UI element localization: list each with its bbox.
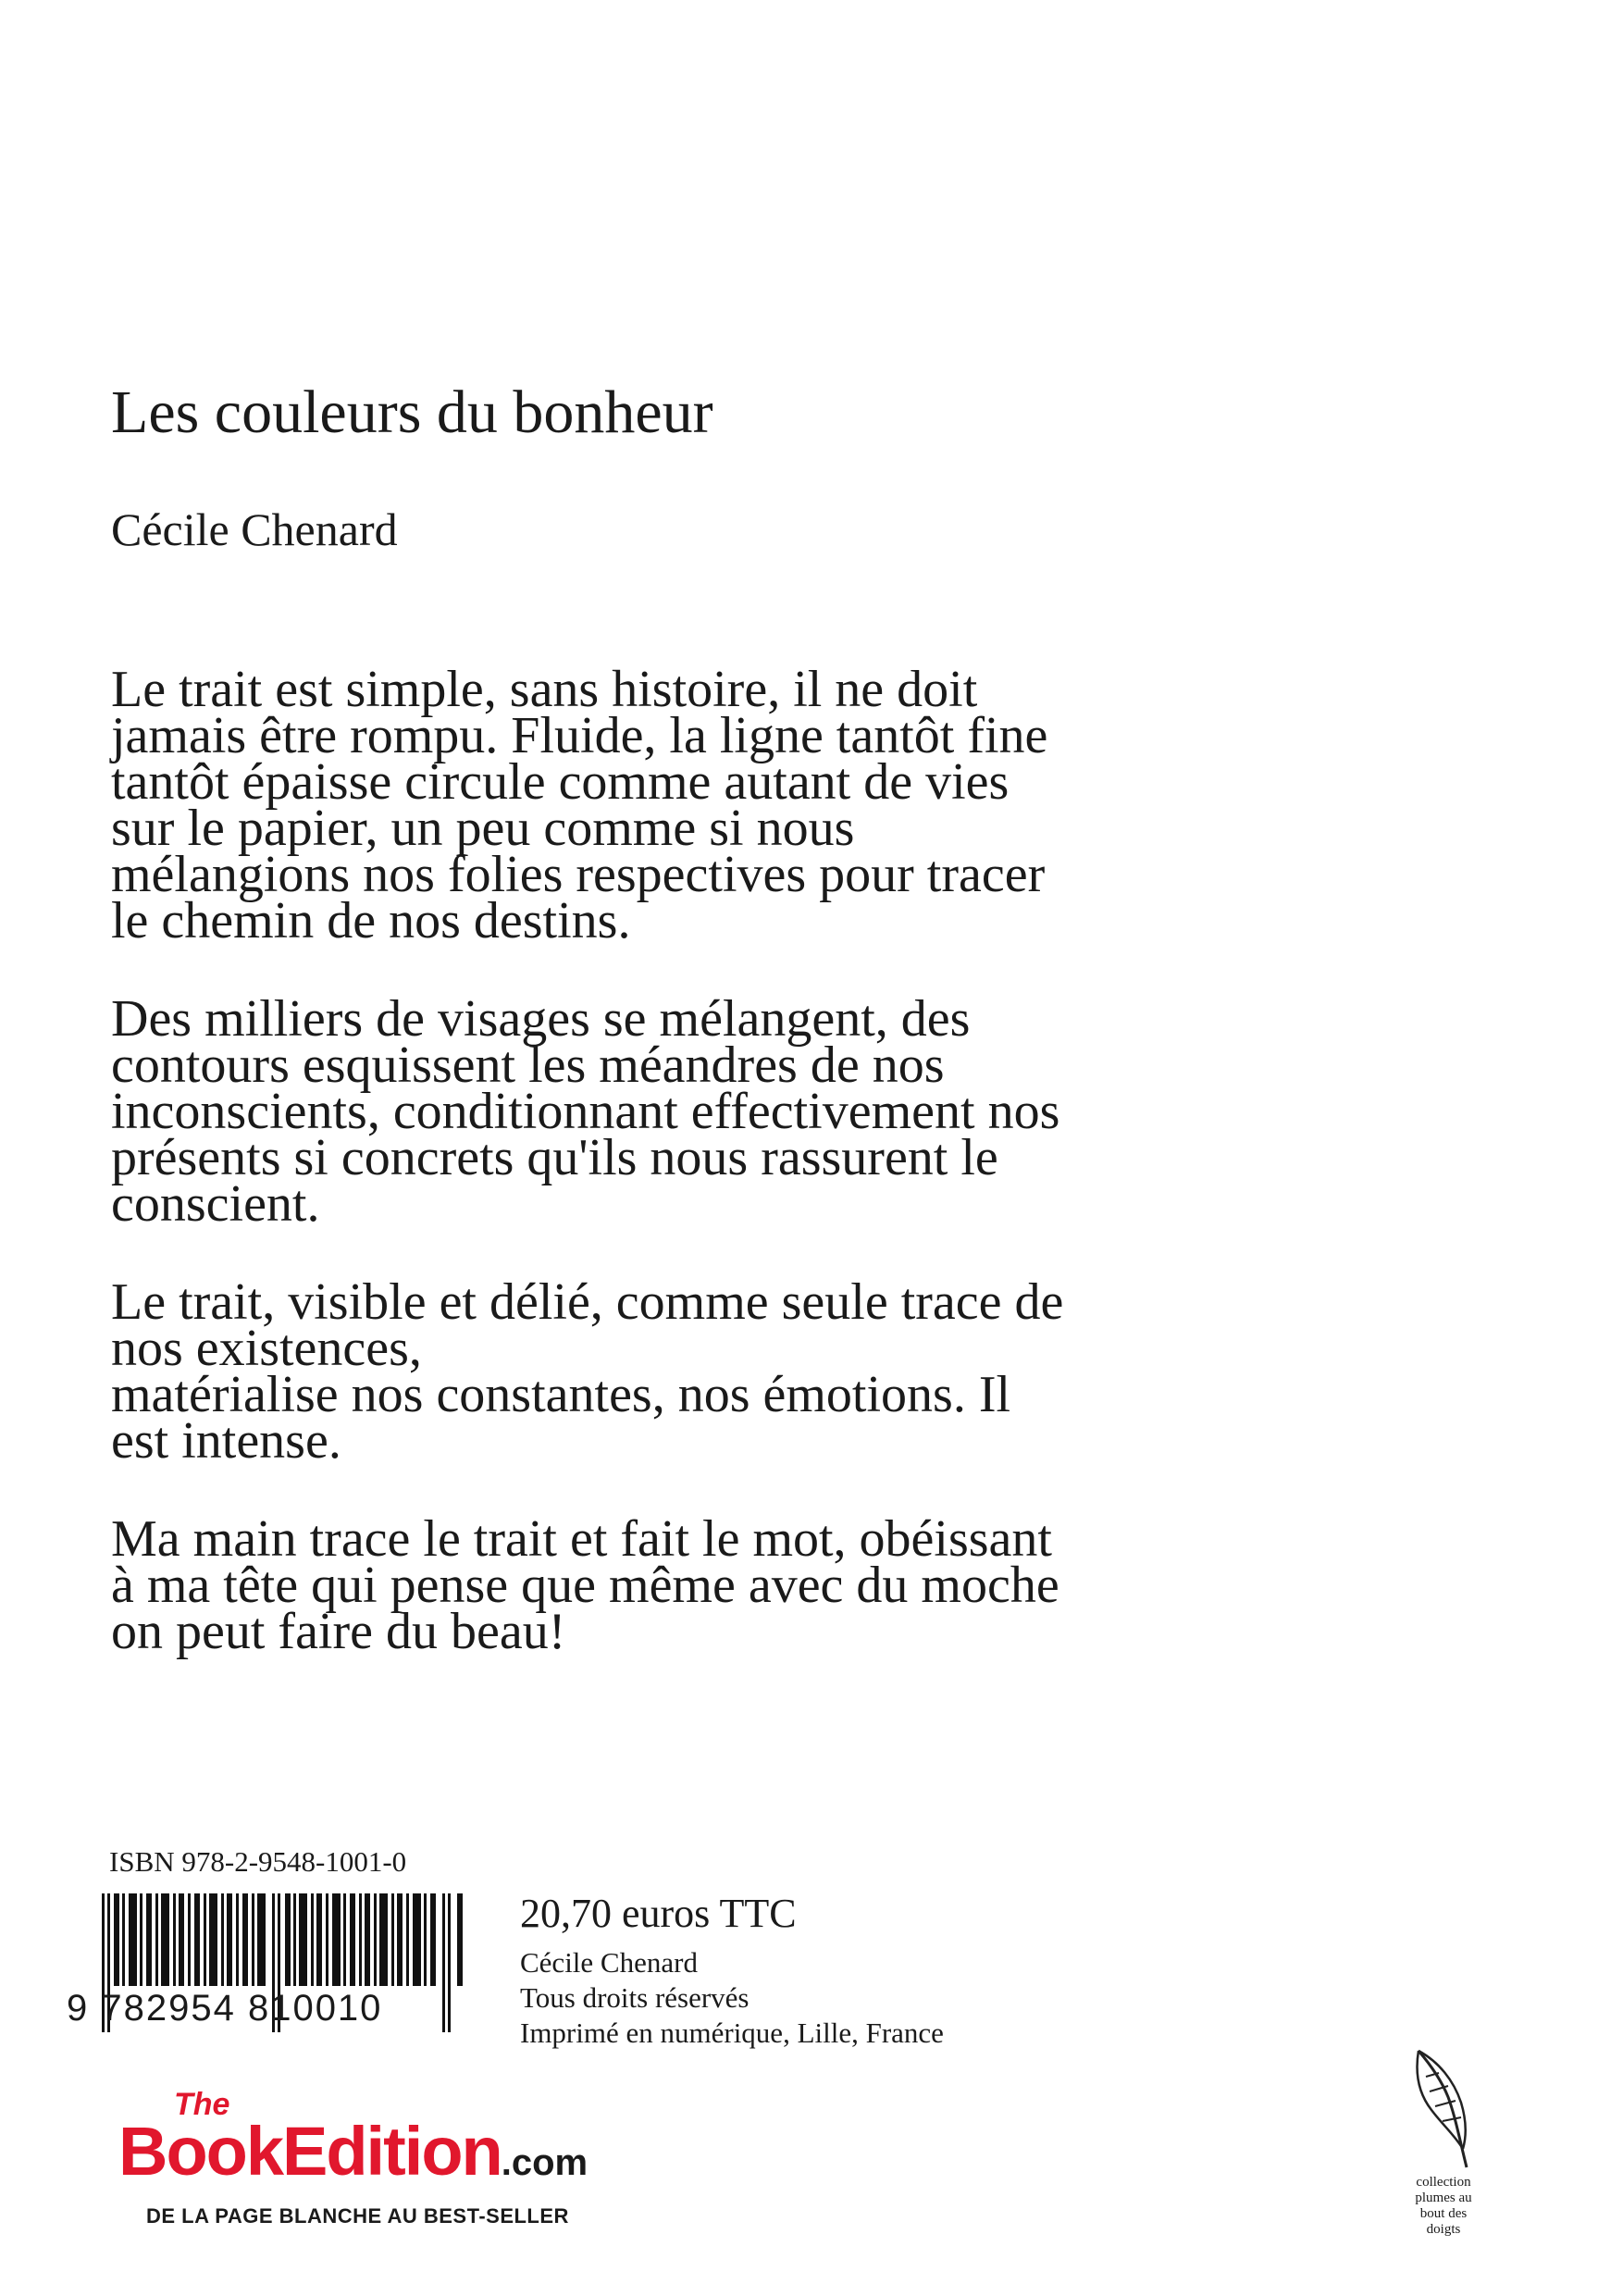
logo-tagline: DE LA PAGE BLANCHE AU BEST-SELLER	[146, 2204, 569, 2228]
print-location: Imprimé en numérique, Lille, France	[520, 2017, 944, 2049]
collection-line: plumes au	[1415, 2191, 1472, 2205]
book-author: Cécile Chenard	[111, 503, 398, 555]
logo-domain: .com	[501, 2142, 588, 2183]
collection-line: collection	[1416, 2175, 1471, 2190]
feather-icon	[1402, 2045, 1485, 2175]
isbn-label: ISBN 978-2-9548-1001-0	[109, 1845, 407, 1878]
copyright-author: Cécile Chenard	[520, 1946, 698, 1979]
price-block	[520, 1893, 944, 2051]
logo-name: BookEdition	[118, 2113, 502, 2190]
logo-the: The	[174, 2087, 230, 2122]
collection-label	[1393, 2175, 1494, 2238]
collection-line: bout des	[1419, 2206, 1468, 2221]
blurb-paragraph: Des milliers de visages se mélangent, des contours esquissent les méandres de nos inconscients, conditionnant effectivement nos présents si concrets qu'ils nous rassurent le conscient.	[111, 990, 1060, 1233]
blurb-paragraph: Le trait est simple, sans histoire, il ne doit jamais être rompu. Fluide, la ligne tantôt fine tantôt épaisse circule comme autant de vies sur le papier, un peu comme si nous mélangions nos folies respectives pour tracer le chemin de nos destins.	[111, 661, 1048, 949]
blurb-paragraph: Ma main trace le trait et fait le mot, obéissant à ma tête qui pense que même avec du moche on peut faire du beau!	[111, 1510, 1059, 1660]
price: 20,70 euros TTC	[520, 1891, 797, 1936]
back-cover-blurb	[111, 661, 1240, 1706]
barcode-digits: 9 782954 810010	[67, 1988, 383, 2029]
collection-line: doigts	[1426, 2222, 1461, 2237]
book-title: Les couleurs du bonheur	[111, 379, 713, 446]
logo-wordmark	[118, 2112, 588, 2191]
blurb-paragraph: Le trait, visible et délié, comme seule trace de nos existences, matérialise nos constantes, nos émotions. Il est intense.	[111, 1273, 1064, 1470]
rights-notice: Tous droits réservés	[520, 1981, 750, 2014]
